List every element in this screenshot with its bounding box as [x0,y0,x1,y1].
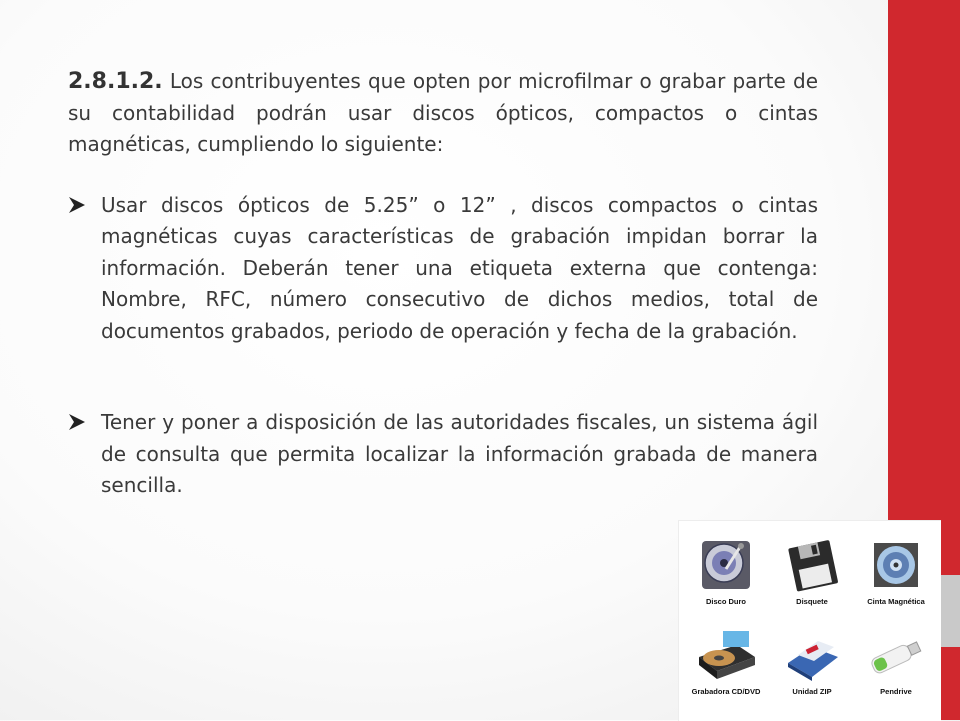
pendrive-icon [865,627,927,685]
arrow-bullet-icon [68,413,86,431]
media-label: Disquete [796,597,828,606]
section-number: 2.8.1.2. [68,69,163,94]
media-label: Pendrive [880,687,912,696]
media-item-tape [853,535,939,606]
media-item-pendrive [853,627,939,696]
zip-drive-icon [782,627,842,685]
bullet-item [68,190,818,348]
media-label: Grabadora CD/DVD [691,687,761,696]
storage-media-image [678,520,941,721]
magnetic-tape-icon [866,535,926,595]
media-item-zip [769,627,855,696]
media-label: Disco Duro [705,597,746,606]
bullet-text: Usar discos ópticos de 5.25” o 12” , discos compactos o cintas magnéticas cuyas características de grabación impidan borrar la información. Deberán tener una etiqueta externa que contenga: Nombre, RFC, número consecutivo de dichos medios, total de documentos grabados, periodo de operación y fecha de la grabación. [101,192,818,343]
floppy-disk-icon [782,535,842,595]
intro-paragraph [68,66,818,161]
media-item-cd-dvd [683,627,769,696]
slide-content [68,66,818,502]
right-accent-gray-block [940,575,960,647]
media-label: Unidad ZIP [792,687,832,696]
hard-drive-icon [696,535,756,595]
arrow-bullet-icon [68,196,86,214]
bullet-text: Tener y poner a disposición de las autoridades fiscales, un sistema ágil de consulta que permita localizar la información grabada de manera sencilla. [101,410,818,497]
media-item-hard-drive [683,535,769,606]
cd-dvd-drive-icon [693,627,759,685]
intro-text: Los contribuyentes que opten por microfilmar o grabar parte de su contabilidad podrán usar discos ópticos, compactos o cintas magnéticas, cumpliendo lo siguiente: [68,69,818,156]
bullet-item [68,407,818,502]
media-label: Cinta Magnética [867,597,925,606]
media-item-floppy [769,535,855,606]
